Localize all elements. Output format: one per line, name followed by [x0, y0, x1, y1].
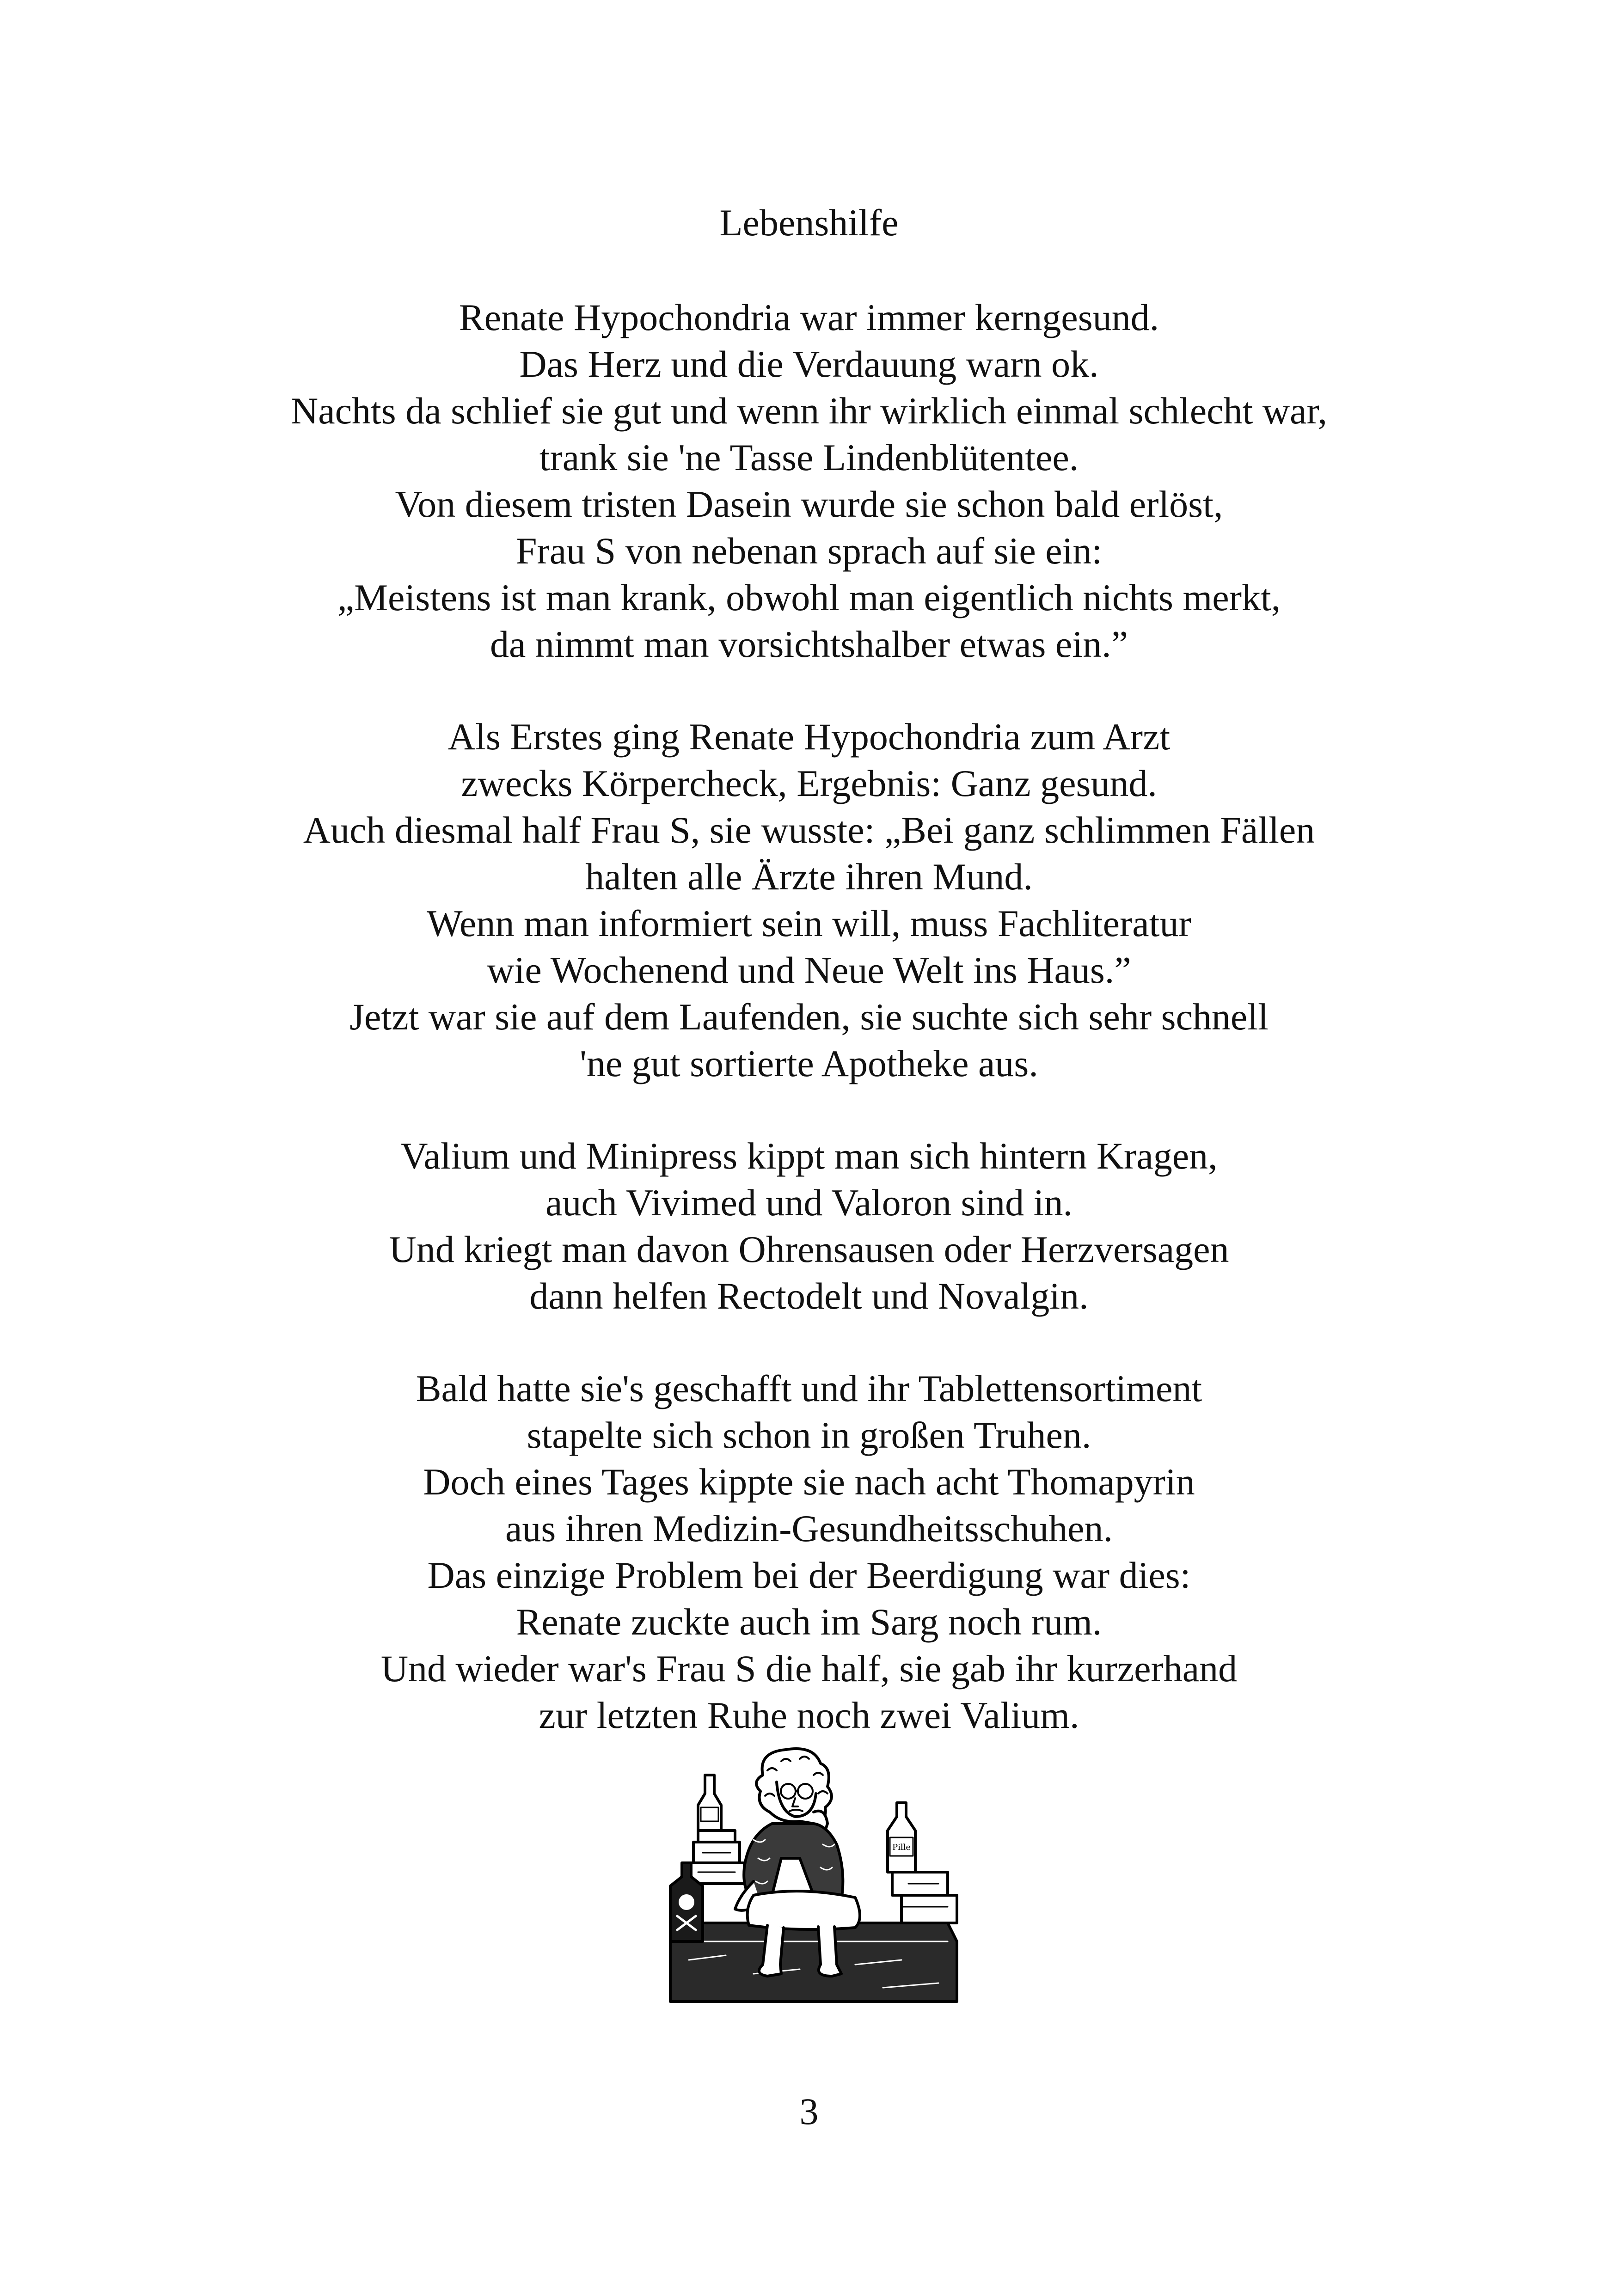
verse-line: aus ihren Medizin-Gesundheitsschuhen.	[505, 1507, 1113, 1549]
verse-line: Das Herz und die Verdauung warn ok.	[519, 343, 1099, 385]
verse-line: 'ne gut sortierte Apotheke aus.	[580, 1042, 1038, 1084]
stanza-3	[0, 1133, 1618, 1319]
verse-line: Und kriegt man davon Ohrensausen oder Herzversagen	[389, 1228, 1229, 1270]
verse-line: Das einzige Problem bei der Beerdigung war dies:	[427, 1554, 1191, 1596]
verse-line: Renate zuckte auch im Sarg noch rum.	[516, 1601, 1102, 1643]
verse-line: dann helfen Rectodelt und Novalgin.	[529, 1275, 1089, 1317]
poem-title: Lebenshilfe	[719, 202, 899, 244]
page-number: 3	[799, 2090, 819, 2132]
bottle-label: Pille	[892, 1843, 911, 1852]
verse-line: Auch diesmal half Frau S, sie wusste: „Bei ganz schlimmen Fällen	[303, 809, 1315, 851]
verse-line: trank sie 'ne Tasse Lindenblütentee.	[539, 436, 1079, 478]
verse-line: zwecks Körpercheck, Ergebnis: Ganz gesund.	[461, 762, 1157, 804]
verse-line: halten alle Ärzte ihren Mund.	[585, 856, 1033, 898]
verse-line: Wenn man informiert sein will, muss Fachliteratur	[427, 902, 1191, 944]
verse-line: wie Wochenend und Neue Welt ins Haus.”	[487, 949, 1131, 991]
verse-line: Valium und Minipress kippt man sich hintern Kragen,	[400, 1135, 1218, 1177]
verse-line: Frau S von nebenan sprach auf sie ein:	[515, 530, 1103, 572]
verse-line: Nachts da schlief sie gut und wenn ihr wirklich einmal schlecht war,	[291, 390, 1327, 432]
verse-line: Renate Hypochondria war immer kerngesund.	[459, 296, 1159, 338]
verse-line: Bald hatte sie's geschafft und ihr Tablettensortiment	[416, 1367, 1202, 1409]
verse-line: zur letzten Ruhe noch zwei Valium.	[539, 1694, 1079, 1736]
verse-line: Und wieder war's Frau S die half, sie gab ihr kurzerhand	[380, 1647, 1238, 1690]
verse-line: stapelte sich schon in großen Truhen.	[527, 1414, 1091, 1456]
verse-line: „Meistens ist man krank, obwohl man eigentlich nichts merkt,	[337, 576, 1281, 618]
stanza-2	[0, 713, 1618, 1087]
verse-line: Jetzt war sie auf dem Laufenden, sie suchte sich sehr schnell	[349, 996, 1269, 1038]
verse-line: Als Erstes ging Renate Hypochondria zum Arzt	[447, 716, 1171, 758]
woman-with-medicine-bottles-drawing-icon	[661, 1743, 966, 2011]
verse-line: Doch eines Tages kippte sie nach acht Thomapyrin	[423, 1461, 1195, 1503]
verse-line: Von diesem tristen Dasein wurde sie schon bald erlöst,	[395, 483, 1223, 525]
stanza-1	[0, 294, 1618, 667]
verse-line: auch Vivimed und Valoron sind in.	[545, 1182, 1073, 1224]
verse-line: da nimmt man vorsichtshalber etwas ein.”	[490, 623, 1128, 665]
stanza-4	[0, 1365, 1618, 1739]
